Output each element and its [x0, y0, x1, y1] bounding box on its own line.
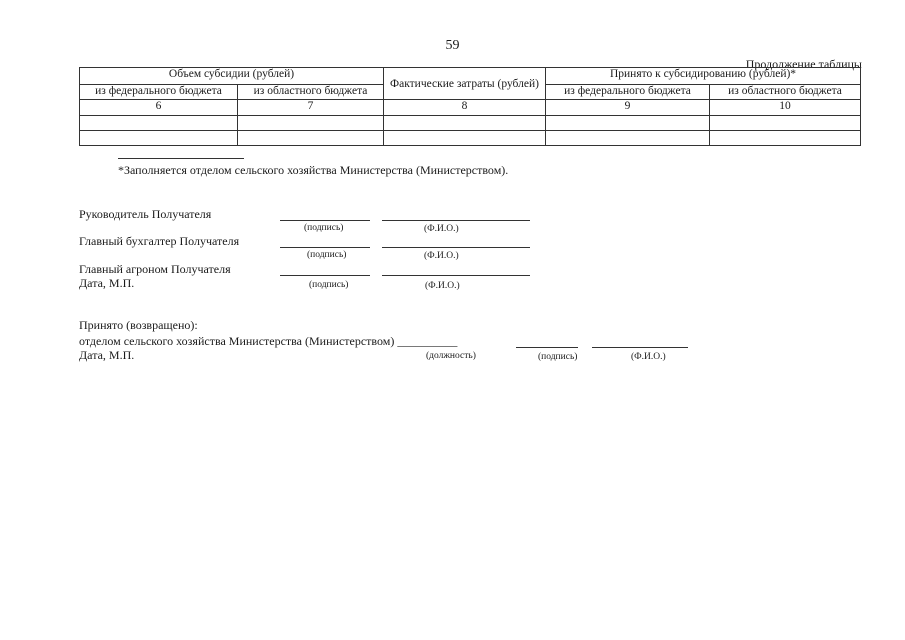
page-number: 59 [445, 38, 460, 53]
accepted-fio-caption: (Ф.И.О.) [631, 352, 666, 362]
column-number: 6 [80, 100, 238, 116]
table-cell [710, 131, 861, 146]
table-cell [384, 131, 546, 146]
date-stamp-label: Дата, М.П. [79, 276, 135, 290]
footnote-divider [118, 158, 244, 159]
accountant-fio-line [382, 247, 530, 248]
table-cell [238, 116, 384, 131]
table-cell [238, 131, 384, 146]
header-federal-budget: из федерального бюджета [80, 85, 238, 100]
accountant-fio-caption: (Ф.И.О.) [424, 251, 459, 261]
header-accepted-subsidy: Принято к субсидированию (рублей)* [546, 68, 861, 85]
accountant-label: Главный бухгалтер Получателя [79, 234, 240, 248]
agronomist-fio-caption: (Ф.И.О.) [425, 281, 460, 291]
continuation-label: Продолжение таблицы [745, 57, 862, 71]
agronomist-signature-caption: (подпись) [309, 280, 349, 290]
accountant-signature-caption: (подпись) [307, 250, 347, 260]
table-cell [710, 116, 861, 131]
accepted-department-line: отделом сельского хозяйства Министерства (Министерством) __________ [79, 334, 458, 348]
accepted-signature-caption: (подпись) [538, 352, 578, 362]
table-cell [546, 116, 710, 131]
table-row [80, 116, 861, 131]
header-subsidy-volume: Объем субсидии (рублей) [80, 68, 384, 85]
header-regional-budget: из областного бюджета [710, 85, 861, 100]
accepted-title: Принято (возвращено): [79, 318, 198, 332]
head-signature-line [280, 220, 370, 221]
table-cell [80, 131, 238, 146]
accepted-position-caption: (должность) [426, 351, 476, 361]
table-cell [80, 116, 238, 131]
table-cell [546, 131, 710, 146]
column-number: 8 [384, 100, 546, 116]
column-number: 7 [238, 100, 384, 116]
agronomist-label: Главный агроном Получателя [79, 262, 231, 276]
header-regional-budget: из областного бюджета [238, 85, 384, 100]
table-header-row [80, 68, 861, 85]
accepted-signature-line [516, 347, 578, 348]
header-federal-budget: из федерального бюджета [546, 85, 710, 100]
header-actual-costs: Фактические затраты (рублей) [384, 68, 546, 100]
head-fio-line [382, 220, 530, 221]
footnote: *Заполняется отделом сельского хозяйства Министерства (Министерством). [118, 163, 509, 177]
accepted-date-label: Дата, М.П. [79, 348, 135, 362]
accountant-signature-line [280, 247, 370, 248]
column-number: 10 [710, 100, 861, 116]
table-cell [384, 116, 546, 131]
head-label: Руководитель Получателя [79, 207, 212, 221]
head-fio-caption: (Ф.И.О.) [424, 224, 459, 234]
head-signature-caption: (подпись) [304, 223, 344, 233]
agronomist-signature-line [280, 275, 370, 276]
subsidy-table [79, 67, 861, 146]
agronomist-fio-line [382, 275, 530, 276]
column-number: 9 [546, 100, 710, 116]
table-row [80, 131, 861, 146]
column-number-row [80, 100, 861, 116]
accepted-fio-line [592, 347, 688, 348]
